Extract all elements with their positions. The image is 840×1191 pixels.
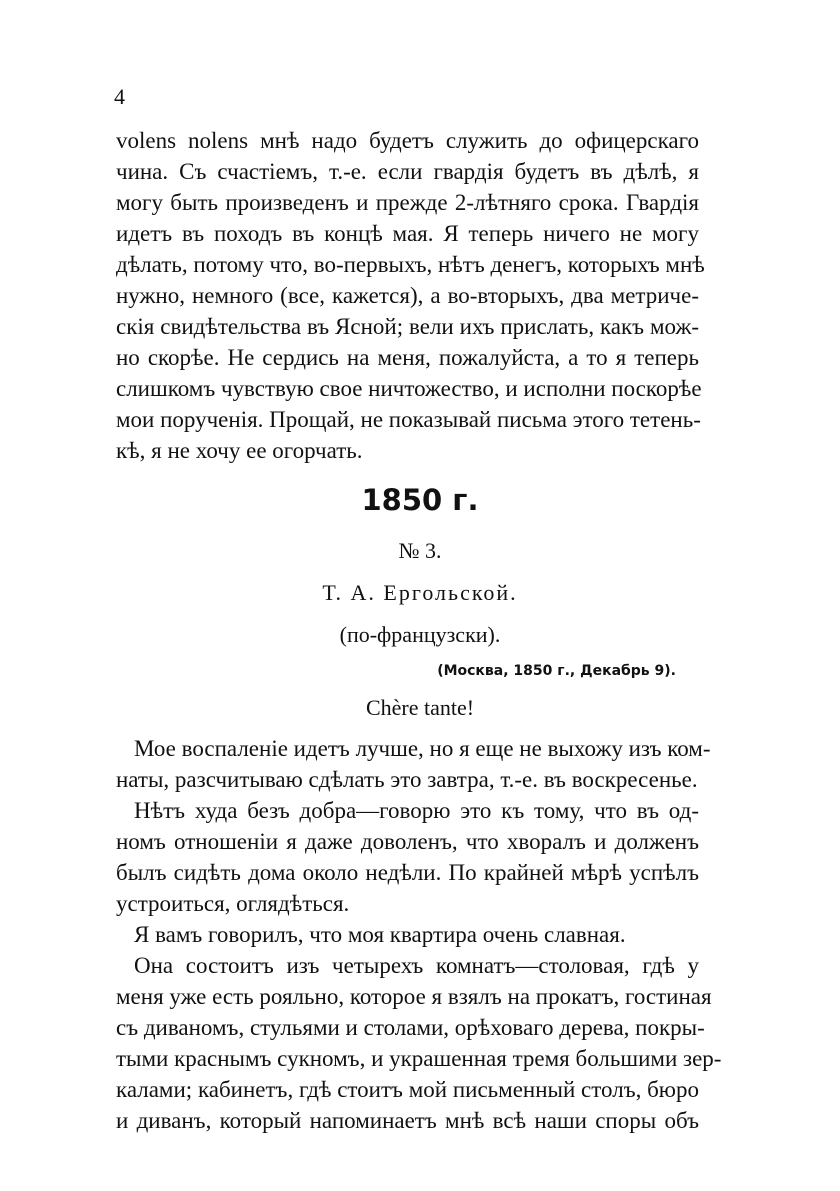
text-line: идетъ въ походъ въ концѣ мая. Я теперь ничего не могу [116, 221, 699, 246]
text-line: Я вамъ говорилъ, что моя квартира очень славная. [134, 922, 626, 947]
text-line: номъ отношеніи я даже доволенъ, что хворалъ и долженъ [116, 829, 699, 854]
text-line: наты, разсчитываю сдѣлать это завтра, т.-е. въ воскресенье. [116, 767, 698, 792]
year-heading: 1850 г. [361, 483, 479, 517]
language-note: (по-французски). [339, 622, 501, 647]
letter-number: № 3. [398, 538, 442, 563]
text-line: Нѣтъ худа безъ добра—говорю это къ тому, что въ од- [134, 798, 699, 823]
text-line: volens nolens мнѣ надо будетъ служить до офицерскаго [116, 128, 699, 153]
text-line: но скорѣе. Не сердись на меня, пожалуйста, а то я теперь [116, 345, 699, 370]
text-line: устроиться, оглядѣться. [116, 891, 350, 916]
text-line: съ диваномъ, стульями и столами, орѣховаго дерева, покры- [116, 1015, 705, 1040]
dateline: (Москва, 1850 г., Декабрь 9). [437, 663, 676, 679]
text-line: могу быть произведенъ и прежде 2-лѣтняго срока. Гвардія [116, 190, 699, 215]
text-line: Она состоитъ изъ четырехъ комнатъ—столовая, гдѣ у [134, 953, 699, 978]
text-line: меня уже есть рояльно, которое я взялъ на прокатъ, гостиная [116, 984, 712, 1009]
text-line: тыми краснымъ сукномъ, и украшенная тремя большими зер- [116, 1046, 722, 1071]
text-line: чина. Съ счастіемъ, т.-е. если гвардія будетъ въ дѣлѣ, я [116, 159, 699, 184]
text-line: мои порученія. Прощай, не показывай письма этого тетень- [116, 407, 701, 432]
text-line: дѣлать, потому что, во-первыхъ, нѣтъ денегъ, которыхъ мнѣ [116, 252, 705, 277]
recipient-heading: Т. А. Ергольской. [322, 580, 518, 605]
text-line: нужно, немного (все, кажется), а во-вторыхъ, два метриче- [116, 283, 699, 308]
text-line: калами; кабинетъ, гдѣ стоитъ мой письменный столъ, бюро [116, 1077, 699, 1102]
letter-body [116, 733, 722, 1136]
paragraph-continuation [116, 125, 705, 466]
text-line: былъ сидѣть дома около недѣли. По крайней мѣрѣ успѣлъ [116, 860, 699, 885]
salutation: Chère tante! [365, 695, 475, 720]
text-line: Мое воспаленіе идетъ лучше, но я еще не выхожу изъ ком- [134, 736, 711, 761]
text-line: кѣ, я не хочу ее огорчать. [116, 438, 363, 463]
text-line: скія свидѣтельства въ Ясной; вели ихъ прислать, какъ мож- [116, 314, 699, 339]
text-line: слишкомъ чувствую свое ничтожество, и исполни поскорѣе [116, 376, 702, 401]
text-line: и диванъ, который напоминаетъ мнѣ всѣ наши споры объ [116, 1108, 699, 1133]
page-number: 4 [114, 84, 125, 109]
